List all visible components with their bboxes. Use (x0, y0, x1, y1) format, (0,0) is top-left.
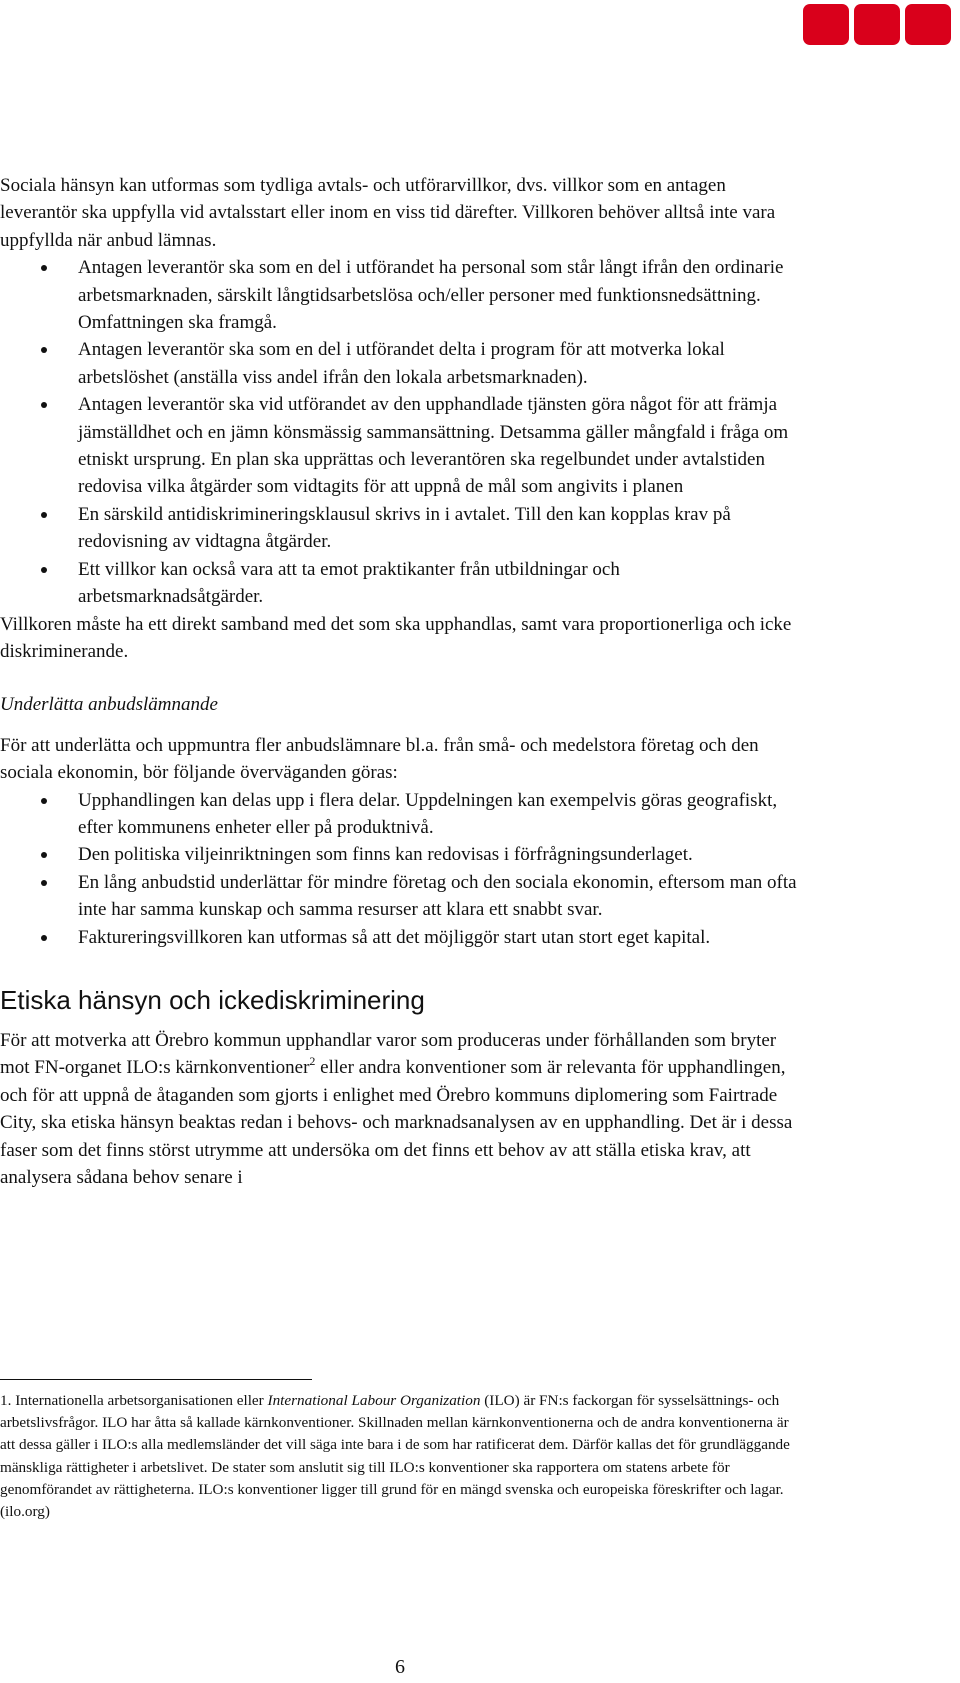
conditions-list (0, 254, 800, 610)
section-heading: Etiska hänsyn och ickediskriminering (0, 984, 425, 1015)
ethics-text: eller andra konventioner som är relevanta för upphandlingen, och för att uppnå de åtaganden som gjorts i enlighet med Örebro kommuns diplomering som Fairtrade City, ska etiska hänsyn beaktas redan i behovs- och marknadsanalysen av en upphandling. Det är i dessa faser som det finns störst utrymme att undersöka om det finns ett behov av att ställa etiska krav, att analysera sådana behov senare i (0, 1057, 793, 1188)
list-item: Den politiska viljeinriktningen som finns kan redovisas i förfrågningsunderlaget. (78, 841, 800, 868)
page-number: 6 (395, 1656, 405, 1678)
ethics-text: För att motverka att Örebro kommun upphandlar varor som produceras under förhållanden som bryter mot FN-organet ILO:s kärnkonventioner (0, 1029, 777, 1079)
considerations-list (0, 787, 800, 951)
list-item: Antagen leverantör ska vid utförandet av den upphandlade tjänsten göra något för att främja jämställdhet och en jämn könsmässig sammansättning. Detsamma gäller mångfald i fråga om etniskt ursprung. En plan ska upprättas och leverantören ska regelbundet under avtalstiden redovisa vilka åtgärder som vidtagits för att uppnå de mål som angivits i planen (78, 391, 800, 501)
list-item: En särskild antidiskrimineringsklausul skrivs in i avtalet. Till den kan kopplas krav på redovisning av vidtagna åtgärder. (78, 501, 800, 556)
list-item: Faktureringsvillkoren kan utformas så att det möjliggör start utan stort eget kapital. (78, 924, 800, 951)
list-item: Ett villkor kan också vara att ta emot praktikanter från utbildningar och arbetsmarknadsåtgärder. (78, 556, 800, 611)
footnote-text: 1. Internationella arbetsorganisationen eller (0, 1392, 268, 1409)
logo (803, 4, 951, 45)
logo-square (854, 4, 900, 45)
section-intro: För att underlätta och uppmuntra fler anbudslämnare bl.a. från små- och medelstora företag och den sociala ekonomin, bör följande överväganden göras: (0, 734, 759, 784)
list-item: Antagen leverantör ska som en del i utförandet ha personal som står långt ifrån den ordinarie arbetsmarknaden, särskilt långtidsarbetslösa och/eller personer med funktionsnedsättning. Omfattningen ska framgå. (78, 254, 800, 336)
footnote-italic: International Labour Organization (267, 1392, 481, 1409)
footnote-text: (ILO) är FN:s fackorgan för sysselsättnings- och arbetslivsfrågor. ILO har åtta så kallade kärnkonventioner. Skillnaden mellan kärnkonventionerna och de andra konventionerna är att dessa gäller i ILO:s alla medlemsländer det vill säga inte bara i de som har ratificerat dem. Därför kallas det för grundläggande mänskliga rättigheter i arbetslivet. De stater som anslutit sig till ILO:s konventioner ska rapportera om statens arbete för genomförandet av rättigheterna. ILO:s konventioner ligger till grund för en mängd svenska och europeiska föreskrifter och lagar. (ilo.org) (0, 1392, 790, 1521)
footnote-ref[interactable]: 2 (309, 1054, 316, 1069)
list-item: Antagen leverantör ska som en del i utförandet delta i program för att motverka lokal arbetslöshet (anställa viss andel ifrån den lokala arbetsmarknaden). (78, 336, 800, 391)
section-subheading: Underlätta anbudslämnande (0, 694, 218, 716)
ethics-paragraph (0, 1027, 800, 1191)
logo-square (803, 4, 849, 45)
footnote-divider (0, 1379, 312, 1380)
document-body (0, 172, 800, 1191)
list-item: Upphandlingen kan delas upp i flera delar. Uppdelningen kan exempelvis göras geografiskt, efter kommunens enheter eller på produktnivå. (78, 787, 800, 842)
logo-square (905, 4, 951, 45)
footnote (0, 1390, 800, 1523)
intro-paragraph: Sociala hänsyn kan utformas som tydliga avtals- och utförarvillkor, dvs. villkor som en antagen leverantör ska uppfylla vid avtalsstart eller inom en viss tid därefter. Villkoren behöver alltså inte vara uppfyllda när anbud lämnas. (0, 175, 776, 251)
list-item: En lång anbudstid underlättar för mindre företag och den sociala ekonomin, eftersom man ofta inte har samma kunskap och samma resurser att klara ett snabbt svar. (78, 869, 800, 924)
conclusion-paragraph: Villkoren måste ha ett direkt samband med det som ska upphandlas, samt vara proportionerliga och icke diskriminerande. (0, 613, 792, 662)
